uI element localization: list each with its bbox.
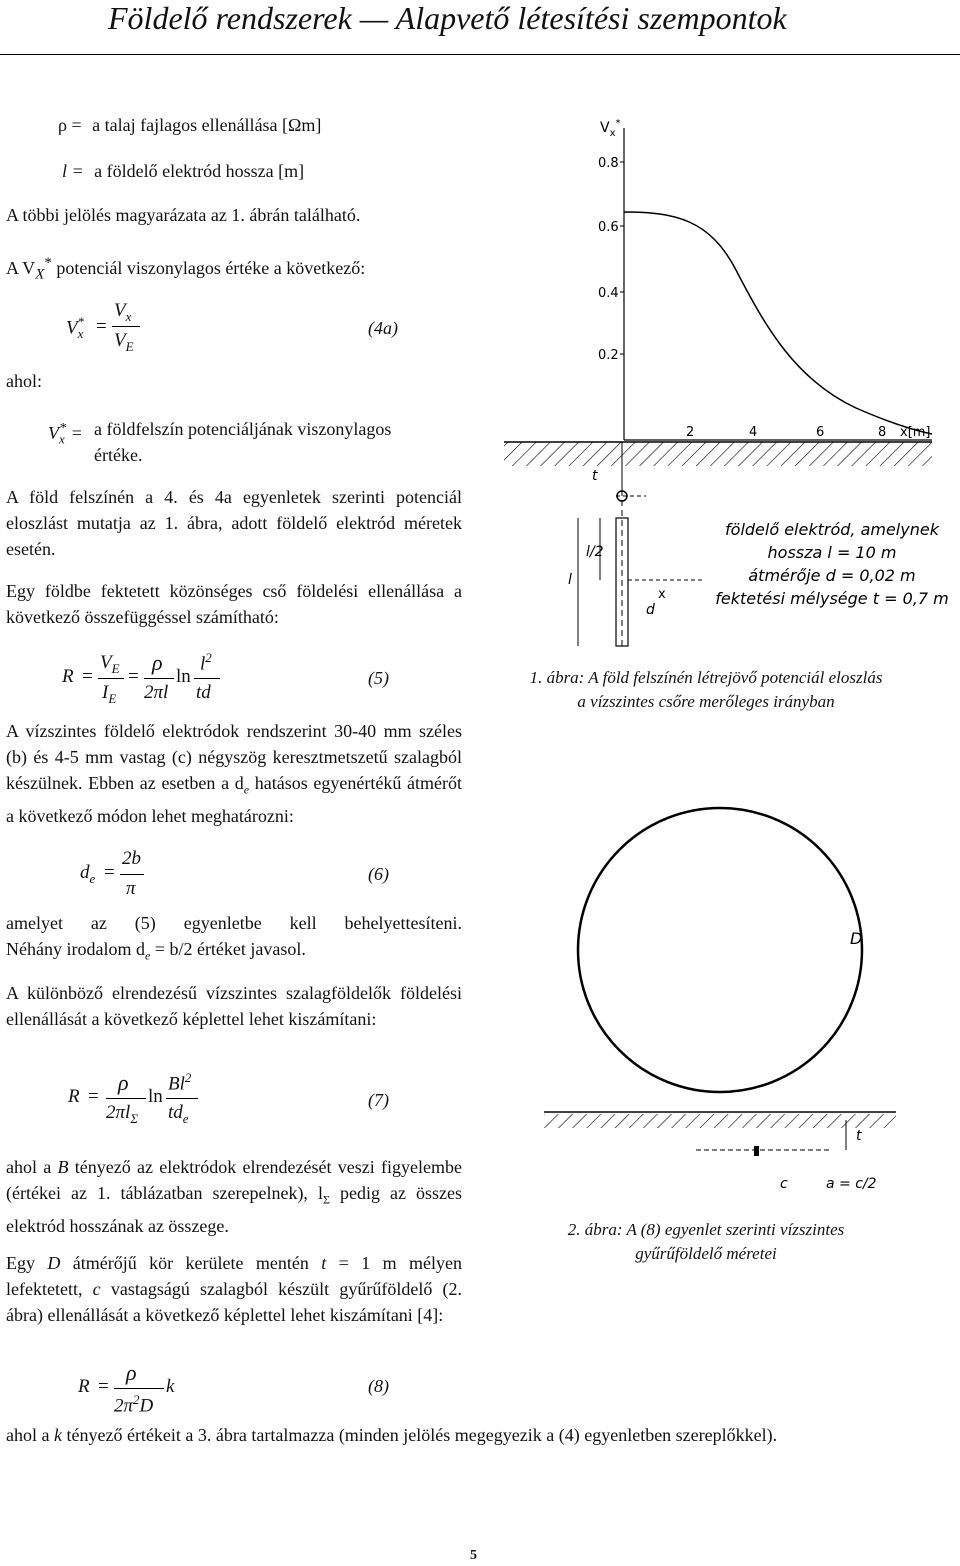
eq7-number: (7) bbox=[368, 1090, 389, 1110]
fig2-caption-1: 2. ábra: A (8) egyenlet szerinti vízszintes bbox=[567, 1220, 845, 1239]
eq5-bar2 bbox=[144, 678, 174, 679]
eq6-lhs-d: d bbox=[80, 862, 90, 883]
eq6-num: 2b bbox=[122, 848, 141, 869]
para-d-pre: Egy bbox=[6, 1253, 48, 1273]
eq7-eq: = bbox=[88, 1086, 99, 1107]
eq6-den: π bbox=[126, 878, 136, 899]
eq4a-num-v: V bbox=[114, 300, 126, 321]
para-d-d: D bbox=[47, 1253, 61, 1273]
def-l-text: a földelő elektród hossza [m] bbox=[94, 161, 305, 181]
fig1-desc-1: földelő elektród, amelynek bbox=[725, 520, 939, 539]
eq5-r: R bbox=[62, 666, 74, 687]
fig2-caption bbox=[496, 1218, 916, 1266]
fig1-ytick-2: 0.4 bbox=[598, 286, 619, 301]
fig2-a-label: a = c/2 bbox=[826, 1176, 877, 1192]
fig1-t-label: t bbox=[592, 468, 598, 484]
eq6-lhs bbox=[80, 862, 95, 887]
eq7-den2 bbox=[168, 1102, 189, 1127]
para-k-k: k bbox=[53, 1425, 62, 1445]
page-title: Földelő rendszerek — Alapvető létesítési szempontok bbox=[108, 0, 787, 36]
fig1-ytick-1: 0.6 bbox=[598, 220, 619, 235]
para-d-a: átmérőjű kör kerülete mentén bbox=[60, 1253, 322, 1273]
eq8-den-v: 2π bbox=[114, 1395, 134, 1417]
para-vx bbox=[6, 250, 365, 288]
eq5-num2-l: l bbox=[200, 653, 206, 675]
fig1-caption-1: 1. ábra: A föld felszínén létrejövő potenciál eloszlás bbox=[529, 668, 883, 687]
para-b-post: pedig az összes elektród hosszának az összege. bbox=[6, 1183, 462, 1236]
def-rho-text: a talaj fajlagos ellenállása [Ωm] bbox=[92, 115, 322, 135]
eq4a-eq: = bbox=[96, 316, 107, 337]
eq5-num2-sup: 2 bbox=[205, 650, 212, 665]
ahol-label: ahol: bbox=[6, 371, 42, 391]
eq5-den2: td bbox=[196, 682, 211, 703]
eq7-num2-sup: 2 bbox=[184, 1070, 192, 1085]
para-vx-sub: X bbox=[35, 266, 45, 283]
para-egy: Egy földbe fektetett közönséges cső földelési ellenállása a következő összefüggéssel számítható: bbox=[6, 581, 462, 627]
figure-1 bbox=[496, 100, 956, 660]
eq8-bar bbox=[114, 1388, 164, 1389]
eq5-eq: = bbox=[82, 666, 93, 687]
para-vizsz-text: A vízszintes földelő elektródok rendszerint 30-40 mm széles (b) és 4-5 mm vastag (c) négyszög keresztmetszetű szalagból készülnek. Ebben az esetben a bbox=[6, 721, 462, 793]
para-k-pre: ahol a bbox=[6, 1425, 54, 1445]
para-vizsz2-post: hatásos egyenértékű átmérőt a következő módon lehet meghatározni: bbox=[6, 773, 462, 826]
vx-def-symbol bbox=[48, 416, 82, 453]
para-vx-post: potenciál viszonylagos értéke a következő: bbox=[51, 258, 366, 278]
eq4a-den-sub: E bbox=[125, 338, 134, 354]
vx-def-sub: x bbox=[59, 431, 65, 447]
fig1-ground-hatch bbox=[504, 442, 932, 466]
eq8-r: R bbox=[78, 1376, 90, 1397]
eq4a-lhs bbox=[66, 314, 90, 342]
eq7-den-sub: Σ bbox=[130, 1110, 139, 1126]
eq8-k: k bbox=[166, 1376, 175, 1397]
para-d-c: c bbox=[92, 1279, 101, 1299]
fig1-caption bbox=[496, 666, 916, 714]
eq4a-lhs-v: V bbox=[66, 317, 78, 339]
fig1-description bbox=[715, 520, 948, 608]
vx-def-line2: értéke. bbox=[94, 445, 143, 465]
para-k-post: tényező értékeit a 3. ábra tartalmazza (minden jelölés megegyezik a (4) egyenletben szereplőkkel). bbox=[61, 1425, 778, 1445]
fig2-d-label: D bbox=[850, 929, 863, 948]
eq4a-lhs-sup: * bbox=[77, 314, 84, 329]
fig1-desc-3: átmérője d = 0,02 m bbox=[748, 566, 916, 585]
eq5-den: 2πl bbox=[144, 682, 169, 703]
para-vx-pre: A V bbox=[6, 258, 36, 278]
eq6-eq: = bbox=[104, 862, 115, 883]
para-nehany-post: = b/2 értéket javasol. bbox=[150, 939, 306, 959]
eq6-bar bbox=[120, 874, 144, 875]
vx-def-line1: a földfelszín potenciáljának viszonylagos bbox=[94, 419, 392, 439]
fig1-ytick-0: 0.8 bbox=[598, 156, 619, 171]
eq8-number: (8) bbox=[368, 1376, 389, 1396]
fig1-x-ticks bbox=[686, 425, 886, 440]
eq8-rho: ρ bbox=[126, 1360, 137, 1385]
eq7-ln: ln bbox=[148, 1086, 163, 1107]
eq7 bbox=[68, 1070, 468, 1130]
para-kulonbozo: A különböző elrendezésű vízszintes szalagföldelők földelési ellenállását a következő képlettel lehet kiszámítani: bbox=[6, 983, 462, 1029]
para-amelyet bbox=[6, 910, 462, 969]
para-vizsz2-pre: d bbox=[234, 773, 244, 793]
para-b-pre: ahol a bbox=[6, 1157, 58, 1177]
eq5-ve-sub: E bbox=[111, 660, 120, 676]
def-l-symbol: l = bbox=[62, 161, 84, 181]
vx-def-eq: = bbox=[71, 423, 82, 443]
fig1-xtick-2: 6 bbox=[816, 425, 825, 440]
eq7-bar2 bbox=[166, 1098, 198, 1099]
eq7-den-v: 2πl bbox=[106, 1102, 131, 1123]
para-d-b: = 1 m mélyen lefektetett, bbox=[6, 1253, 462, 1299]
eq5-eq2: = bbox=[128, 666, 139, 687]
fig1-l-label: l bbox=[568, 572, 572, 588]
fig1-xtick-0: 2 bbox=[686, 425, 695, 440]
fig2-caption-2: gyűrűföldelő méretei bbox=[635, 1244, 777, 1263]
fig1-desc-2: hossza l = 10 m bbox=[767, 543, 897, 562]
eq6-lhs-sub: e bbox=[89, 870, 96, 886]
eq5-bar1 bbox=[98, 678, 124, 679]
fig1-l2-label: l/2 bbox=[586, 544, 604, 560]
eq6 bbox=[80, 846, 400, 902]
fig1-y-label: $V_x^*$ bbox=[600, 118, 621, 139]
eq7-num2-v: Bl bbox=[168, 1073, 185, 1095]
fig1-d-label: d bbox=[646, 602, 655, 618]
eq7-den bbox=[106, 1102, 138, 1127]
fig2-t-label: t bbox=[856, 1128, 862, 1144]
fig1-potential-curve bbox=[624, 212, 932, 434]
eq4a-fraction-bar bbox=[112, 326, 140, 327]
para-b-sub: Σ bbox=[322, 1192, 330, 1207]
eq8 bbox=[78, 1360, 438, 1420]
vx-def-sup: * bbox=[59, 421, 67, 436]
eq7-rho: ρ bbox=[118, 1070, 129, 1095]
eq5-bar3 bbox=[194, 678, 220, 679]
para-vx-sup: * bbox=[44, 255, 52, 271]
eq4a-num bbox=[114, 300, 131, 325]
eq7-num2 bbox=[168, 1070, 191, 1095]
fig1-desc-4: fektetési mélysége t = 0,7 m bbox=[715, 589, 949, 608]
para-amelyet-text: amelyet az (5) egyenletbe kell behelyettesíteni. bbox=[6, 913, 462, 933]
eq5-ie-v: I bbox=[102, 682, 109, 703]
eq7-bar1 bbox=[106, 1098, 146, 1099]
eq8-eq: = bbox=[98, 1376, 109, 1397]
para-nehany-pre: Néhány irodalom d bbox=[6, 939, 145, 959]
eq4a-den-v: V bbox=[114, 330, 126, 351]
eq4a-number: (4a) bbox=[368, 318, 398, 338]
para-B bbox=[6, 1154, 462, 1239]
eq8-den bbox=[114, 1392, 153, 1417]
fig1-caption-2: a vízszintes csőre merőleges irányban bbox=[577, 692, 835, 711]
vx-def-text bbox=[94, 416, 464, 468]
def-l bbox=[62, 158, 462, 184]
fig1-xdim-label: x bbox=[658, 587, 666, 602]
para-b-mid: tényező az elektródok elrendezését veszi figyelembe (értékei az 1. táblázatban szerepelnek), l bbox=[6, 1157, 462, 1203]
header-rule bbox=[0, 54, 960, 55]
eq4a-num-sub: x bbox=[125, 308, 132, 324]
eq4a-den bbox=[114, 330, 134, 355]
def-rho-symbol: ρ = bbox=[58, 115, 82, 135]
para-b-b: B bbox=[57, 1157, 69, 1177]
figure-2 bbox=[496, 780, 956, 1200]
fig1-x-label: x[m] bbox=[900, 425, 931, 440]
fig1-y-ticks bbox=[598, 156, 624, 363]
fig1-xtick-3: 8 bbox=[878, 425, 887, 440]
para-other: A többi jelölés magyarázata az 1. ábrán található. bbox=[6, 205, 361, 225]
eq5 bbox=[62, 650, 482, 706]
eq5-ie bbox=[102, 682, 116, 707]
para-D bbox=[6, 1250, 462, 1328]
para-vizsz2-sub: e bbox=[243, 782, 250, 797]
para-vizsz bbox=[6, 718, 462, 829]
para-fold: A föld felszínén a 4. és 4a egyenletek szerinti potenciál eloszlást mutatja az 1. ábra, adott földelő elektród méretek esetén. bbox=[6, 487, 462, 559]
eq7-den2-sub: e bbox=[182, 1110, 189, 1126]
eq8-den-sup: 2 bbox=[133, 1392, 140, 1407]
fig2-c-label: c bbox=[780, 1176, 788, 1192]
para-k bbox=[6, 1422, 956, 1448]
fig2-ground-hatch bbox=[544, 1114, 896, 1128]
page-number: 5 bbox=[470, 1548, 477, 1563]
def-rho bbox=[58, 112, 458, 138]
eq8-den-d: D bbox=[139, 1395, 154, 1417]
para-d-t: t bbox=[321, 1253, 327, 1273]
eq4a-lhs-sub: x bbox=[77, 326, 84, 342]
eq5-ln: ln bbox=[176, 666, 191, 687]
fig1-xtick-1: 4 bbox=[749, 425, 758, 440]
eq5-rho: ρ bbox=[152, 650, 163, 675]
eq5-ie-sub: E bbox=[108, 690, 117, 706]
eq7-r: R bbox=[68, 1086, 80, 1107]
eq5-number: (5) bbox=[368, 668, 389, 688]
fig1-ytick-3: 0.2 bbox=[598, 348, 619, 363]
eq5-ve bbox=[100, 652, 120, 677]
fig2-ring bbox=[578, 808, 862, 1092]
para-d-post: vastagságú szalagból készült gyűrűföldelő (2. ábra) ellenállását a következő képlettel lehet kiszámítani [4]: bbox=[6, 1279, 462, 1325]
eq5-num2 bbox=[200, 650, 212, 675]
eq6-number: (6) bbox=[368, 864, 389, 884]
para-nehany-sub: e bbox=[144, 948, 151, 963]
eq5-ve-v: V bbox=[100, 652, 112, 673]
vx-def-v: V bbox=[48, 423, 59, 443]
fig2-strip bbox=[754, 1146, 759, 1156]
eq7-den2-v: td bbox=[168, 1102, 183, 1123]
